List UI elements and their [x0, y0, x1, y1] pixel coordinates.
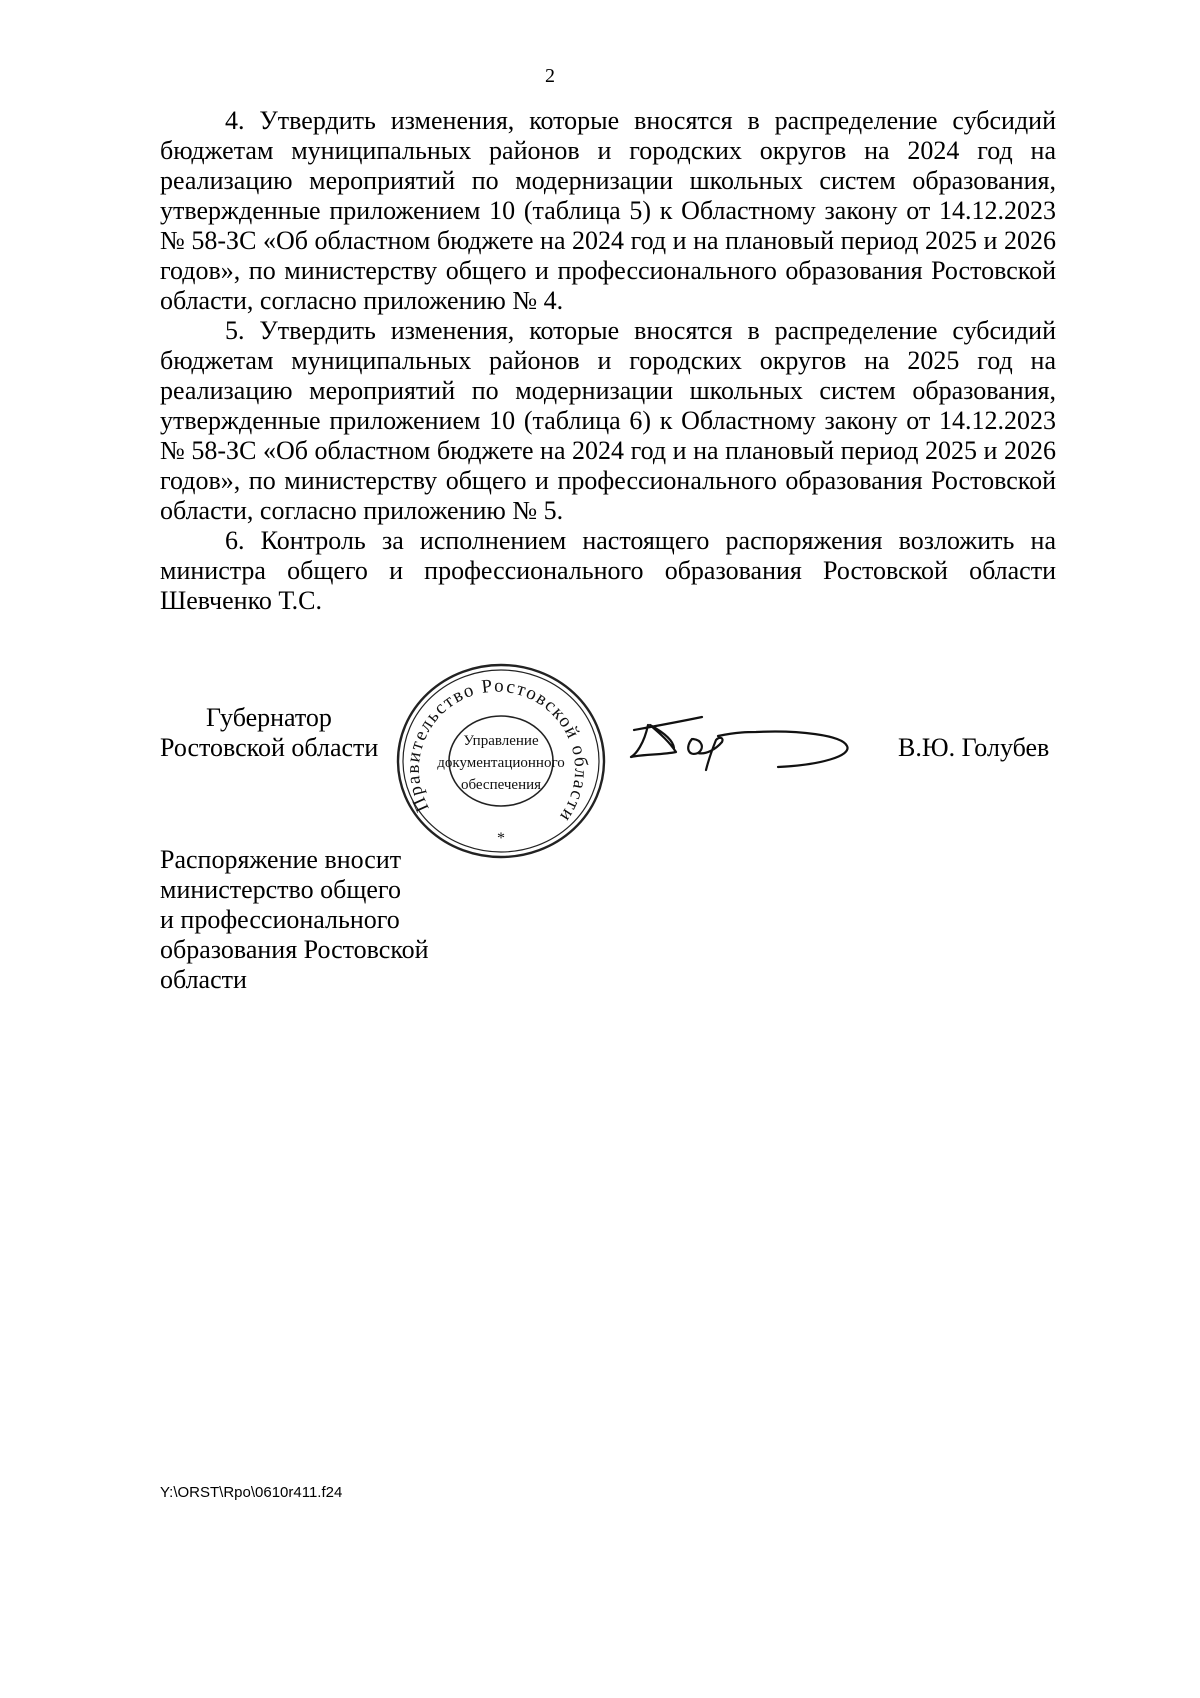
seal-inner-line-1: Управление — [463, 733, 539, 749]
submitter-note — [160, 845, 460, 995]
page-number: 2 — [545, 65, 555, 87]
file-path-footer: Y:\ORST\Rpo\0610r411.f24 — [160, 1484, 343, 1501]
paragraph-item-4: 4. Утвердить изменения, которые вносятся в распределение субсидий бюджетам муниципальных районов и городских округов на 2024 год на реализацию мероприятий по модернизации школьных систем образования, утвержденные приложением 10 (таблица 5) к Областному закону от 14.12.2023 № 58-ЗС «Об областном бюджете на 2024 год и на плановый период 2025 и 2026 годов», по министерству общего и профессионального образования Ростовской области, согласно приложению № 4. — [160, 106, 1056, 315]
seal-inner-line-2: документационного — [437, 755, 565, 771]
seal-outer-text: Правительство Ростовской области — [402, 675, 592, 827]
seal-star: * — [497, 830, 505, 847]
submitter-line: образования Ростовской — [160, 935, 429, 964]
paragraph-item-6: 6. Контроль за исполнением настоящего распоряжения возложить на министра общего и профессионального образования Ростовской области Шевченко Т.С. — [160, 526, 1056, 615]
handwritten-signature — [628, 710, 854, 780]
seal-inner-line-3: обеспечения — [460, 777, 542, 793]
submitter-line: области — [160, 965, 247, 994]
submitter-line: и профессионального — [160, 905, 400, 934]
signatory-position — [160, 703, 400, 763]
submitter-line: Распоряжение вносит — [160, 845, 402, 874]
official-seal-stamp — [393, 663, 609, 863]
signatory-name: В.Ю. Голубев — [898, 733, 1050, 762]
signatory-region: Ростовской области — [160, 733, 379, 762]
paragraph-item-5: 5. Утвердить изменения, которые вносятся в распределение субсидий бюджетам муниципальных районов и городских округов на 2025 год на реализацию мероприятий по модернизации школьных систем образования, утвержденные приложением 10 (таблица 6) к Областному закону от 14.12.2023 № 58-ЗС «Об областном бюджете на 2024 год и на плановый период 2025 и 2026 годов», по министерству общего и профессионального образования Ростовской области, согласно приложению № 5. — [160, 316, 1056, 525]
signatory-title: Губернатор — [206, 703, 332, 732]
document-body — [160, 106, 1056, 616]
svg-text:Правительство Ростовской облас — [403, 676, 591, 827]
submitter-line: министерство общего — [160, 875, 401, 904]
